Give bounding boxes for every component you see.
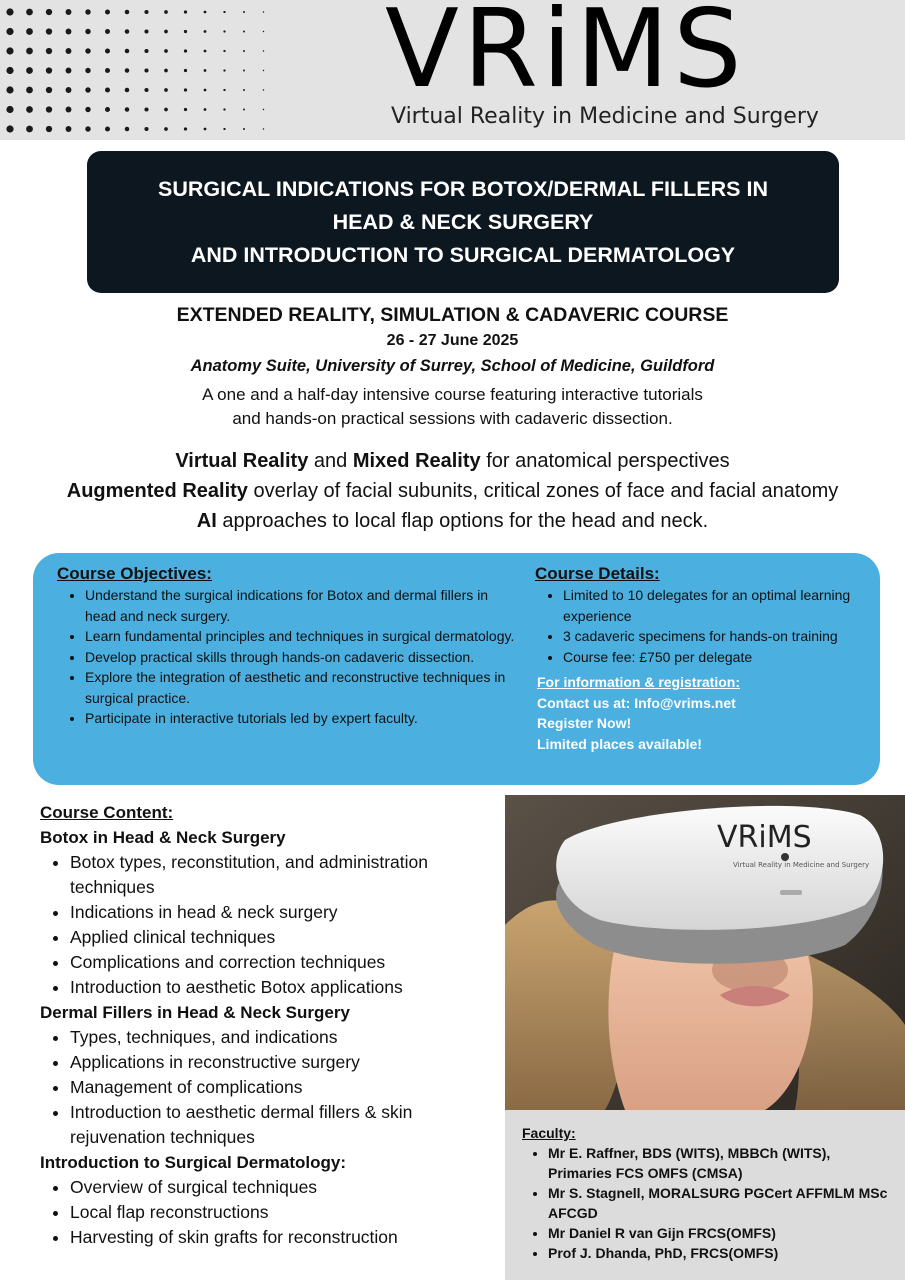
list-item: • Introduction to aesthetic dermal fillers & skin rejuvenation techniques [70,1100,510,1150]
faculty-heading: Faculty: [522,1125,576,1141]
decor-dot [243,31,245,33]
decor-dot [46,126,52,132]
details-heading: Course Details: [535,564,660,583]
highlight-ar: Augmented Reality overlay of facial subunits, critical zones of face and facial anatomy [66,480,839,502]
decor-dot [144,127,148,131]
info-heading: For information & registration: [537,674,740,690]
decor-dot [26,28,33,35]
list-item: • 3 cadaveric specimens for hands-on training [563,626,865,647]
decor-dot [26,48,33,55]
decor-dot [164,108,168,112]
decor-dot [85,29,90,34]
decor-dot [66,68,72,74]
list-item: • Learn fundamental principles and techniques in surgical dermatology. [85,626,517,647]
list-item: • Explore the integration of aesthetic and reconstructive techniques in surgical practice. [85,667,517,708]
register-now: Register Now! [537,715,632,731]
decor-dot [125,127,130,132]
decor-dot [164,127,168,131]
objectives-heading: Course Objectives: [57,564,212,583]
highlight-vr-mr: Virtual Reality and Mixed Reality for anatomical perspectives [175,450,730,472]
faculty-panel [505,1110,905,1280]
list-item: • Applied clinical techniques [70,925,510,950]
decor-dot [105,10,110,15]
objectives-details-panel [33,553,880,785]
faculty-content [522,1123,892,1263]
list-item: • Mr E. Raffner, BDS (WITS), MBBCh (WITS), Primaries FCS OMFS (CMSA) [548,1143,892,1183]
decor-dot [263,128,264,129]
decor-dot [26,9,33,16]
objectives-list [57,585,517,729]
decor-dot [263,31,264,32]
decor-dot [223,89,225,91]
decor-dot [85,87,90,92]
list-item: • Mr Daniel R van Gijn FRCS(OMFS) [548,1223,892,1243]
decor-dot [184,69,187,72]
decor-dot [204,50,207,53]
section-title-botox: Botox in Head & Neck Surgery [40,828,286,847]
decor-dot [164,49,168,53]
course-objectives [57,563,517,729]
decor-dot [223,30,225,32]
list-item: • Course fee: £750 per delegate [563,647,865,668]
decor-dot [164,69,168,73]
vrims-logo: VRiMS [385,0,746,112]
list-item: • Harvesting of skin grafts for reconstruction [70,1225,510,1250]
logo-tagline: Virtual Reality in Medicine and Surgery [391,104,819,129]
decor-dot [243,89,245,91]
list-item: • Indications in head & neck surgery [70,900,510,925]
list-item: • Participate in interactive tutorials led by expert faculty. [85,708,517,729]
title-line-2: HEAD & NECK SURGERY [332,209,594,234]
limited-places: Limited places available! [537,735,702,752]
decor-dot [66,29,72,35]
decor-dot [66,48,72,54]
registration-info [535,672,865,754]
course-title-banner [87,151,839,293]
list-item: • Mr S. Stagnell, MORALSURG PGCert AFFMLM MSc AFCGD [548,1183,892,1223]
decor-dot [46,106,52,112]
list-item: • Limited to 10 delegates for an optimal learning experience [563,585,865,626]
decor-dot [204,11,207,14]
decor-dot [125,29,130,34]
course-venue: Anatomy Suite, University of Surrey, School of Medicine, Guildford [190,357,715,375]
decor-dot [263,70,264,71]
contact-email[interactable]: Contact us at: Info@vrims.net [537,694,736,711]
decor-dot [66,126,72,132]
decor-dot [204,89,207,92]
decor-dot [243,128,245,130]
decor-dot [26,106,33,113]
vr-headset-photo [505,795,905,1110]
decor-dot [164,88,168,92]
course-dates: 26 - 27 June 2025 [386,332,519,349]
decor-dot [6,67,13,74]
decor-dot [105,107,110,112]
fillers-list [40,1025,510,1150]
decor-dot [46,67,52,73]
decor-dot [263,50,264,51]
decor-dot [105,29,110,34]
decor-dot [6,86,13,93]
decor-dot [6,106,13,113]
course-details [535,563,865,754]
decor-dot [223,50,225,52]
decor-dot [125,68,130,73]
decor-dot [184,49,187,52]
course-type: EXTENDED REALITY, SIMULATION & CADAVERIC COURSE [176,304,729,326]
decor-dot [105,68,110,73]
decor-dot [243,70,245,72]
header [0,0,905,140]
decor-dot [184,127,187,130]
list-item: • Local flap reconstructions [70,1200,510,1225]
decor-dot [243,11,245,13]
decor-dot [6,125,13,132]
decor-dot [85,126,90,131]
decor-dot [184,88,187,91]
decor-dot [263,109,264,110]
decor-dot [184,108,187,111]
decor-dot [263,89,264,90]
decor-dot [6,8,13,15]
decor-dot [243,50,245,52]
decor-dot [144,68,148,72]
list-item: • Prof J. Dhanda, PhD, FRCS(OMFS) [548,1243,892,1263]
decor-dot [85,107,90,112]
decor-dot [46,48,52,54]
decor-dot [144,88,148,92]
decor-dot [144,10,148,14]
decor-dot [105,49,110,54]
course-description [0,383,905,431]
decor-dot [204,30,207,33]
details-list [535,585,865,667]
title-line-3: AND INTRODUCTION TO SURGICAL DERMATOLOGY [190,242,736,267]
decor-dot [46,87,52,93]
headset-logo: VRiMS [717,820,812,855]
decor-dot [66,87,72,93]
botox-list [40,850,510,1000]
decor-dot [26,67,33,74]
dermatology-list [40,1175,510,1250]
decor-dot [204,108,207,111]
decor-dot [6,47,13,54]
course-content [40,800,510,1250]
decor-dot [223,108,225,110]
technology-highlights [0,446,905,536]
decor-dot [164,30,168,34]
list-item: • Overview of surgical techniques [70,1175,510,1200]
decor-dot [223,69,225,71]
decor-dot [66,9,72,15]
decor-dot [26,126,33,133]
decor-dot [204,128,207,131]
decor-dot [184,10,187,13]
description-line-1: A one and a half-day intensive course featuring interactive tutorials [202,385,703,404]
decor-dot [85,48,90,53]
section-title-dermatology: Introduction to Surgical Dermatology: [40,1153,347,1172]
highlight-ai: AI approaches to local flap options for the head and neck. [196,510,709,532]
decor-dot [243,109,245,111]
decor-dot [263,11,264,12]
content-heading: Course Content: [40,803,174,822]
list-item: • Complications and correction techniques [70,950,510,975]
faculty-list [522,1143,892,1263]
decor-dot [105,88,110,93]
decor-dot [105,127,110,132]
decor-dot [125,49,130,54]
decor-dot [6,28,13,35]
decor-dot [125,88,130,93]
description-line-2: and hands-on practical sessions with cadaveric dissection. [232,409,673,428]
decor-dot [125,107,130,112]
vr-headset-illustration [505,795,905,1110]
decor-dot [184,30,187,33]
decor-dot [164,10,168,14]
decor-dot [125,10,130,15]
decor-dot [223,11,225,13]
title-line-1: SURGICAL INDICATIONS FOR BOTOX/DERMAL FILLERS IN [158,176,768,201]
decor-dot [26,87,33,94]
decor-dot [223,128,225,130]
decor-dot [85,68,90,73]
list-item: • Applications in reconstructive surgery [70,1050,510,1075]
decor-dot [66,107,72,113]
list-item: • Management of complications [70,1075,510,1100]
list-item: • Develop practical skills through hands-on cadaveric dissection. [85,647,517,668]
decor-dot [204,69,207,72]
decor-dot [144,49,148,53]
list-item: • Botox types, reconstitution, and administration techniques [70,850,510,900]
list-item: • Understand the surgical indications for Botox and dermal fillers in head and neck surgery. [85,585,517,626]
list-item: • Introduction to aesthetic Botox applications [70,975,510,1000]
decor-dot [46,9,52,15]
decor-dot [85,9,90,14]
headset-tagline: Virtual Reality in Medicine and Surgery [733,861,870,869]
list-item: • Types, techniques, and indications [70,1025,510,1050]
decor-dot [144,107,148,111]
section-title-fillers: Dermal Fillers in Head & Neck Surgery [40,1003,350,1022]
decor-dot [46,28,52,34]
decor-dot [144,29,148,33]
dot-pattern-decoration [0,0,280,140]
